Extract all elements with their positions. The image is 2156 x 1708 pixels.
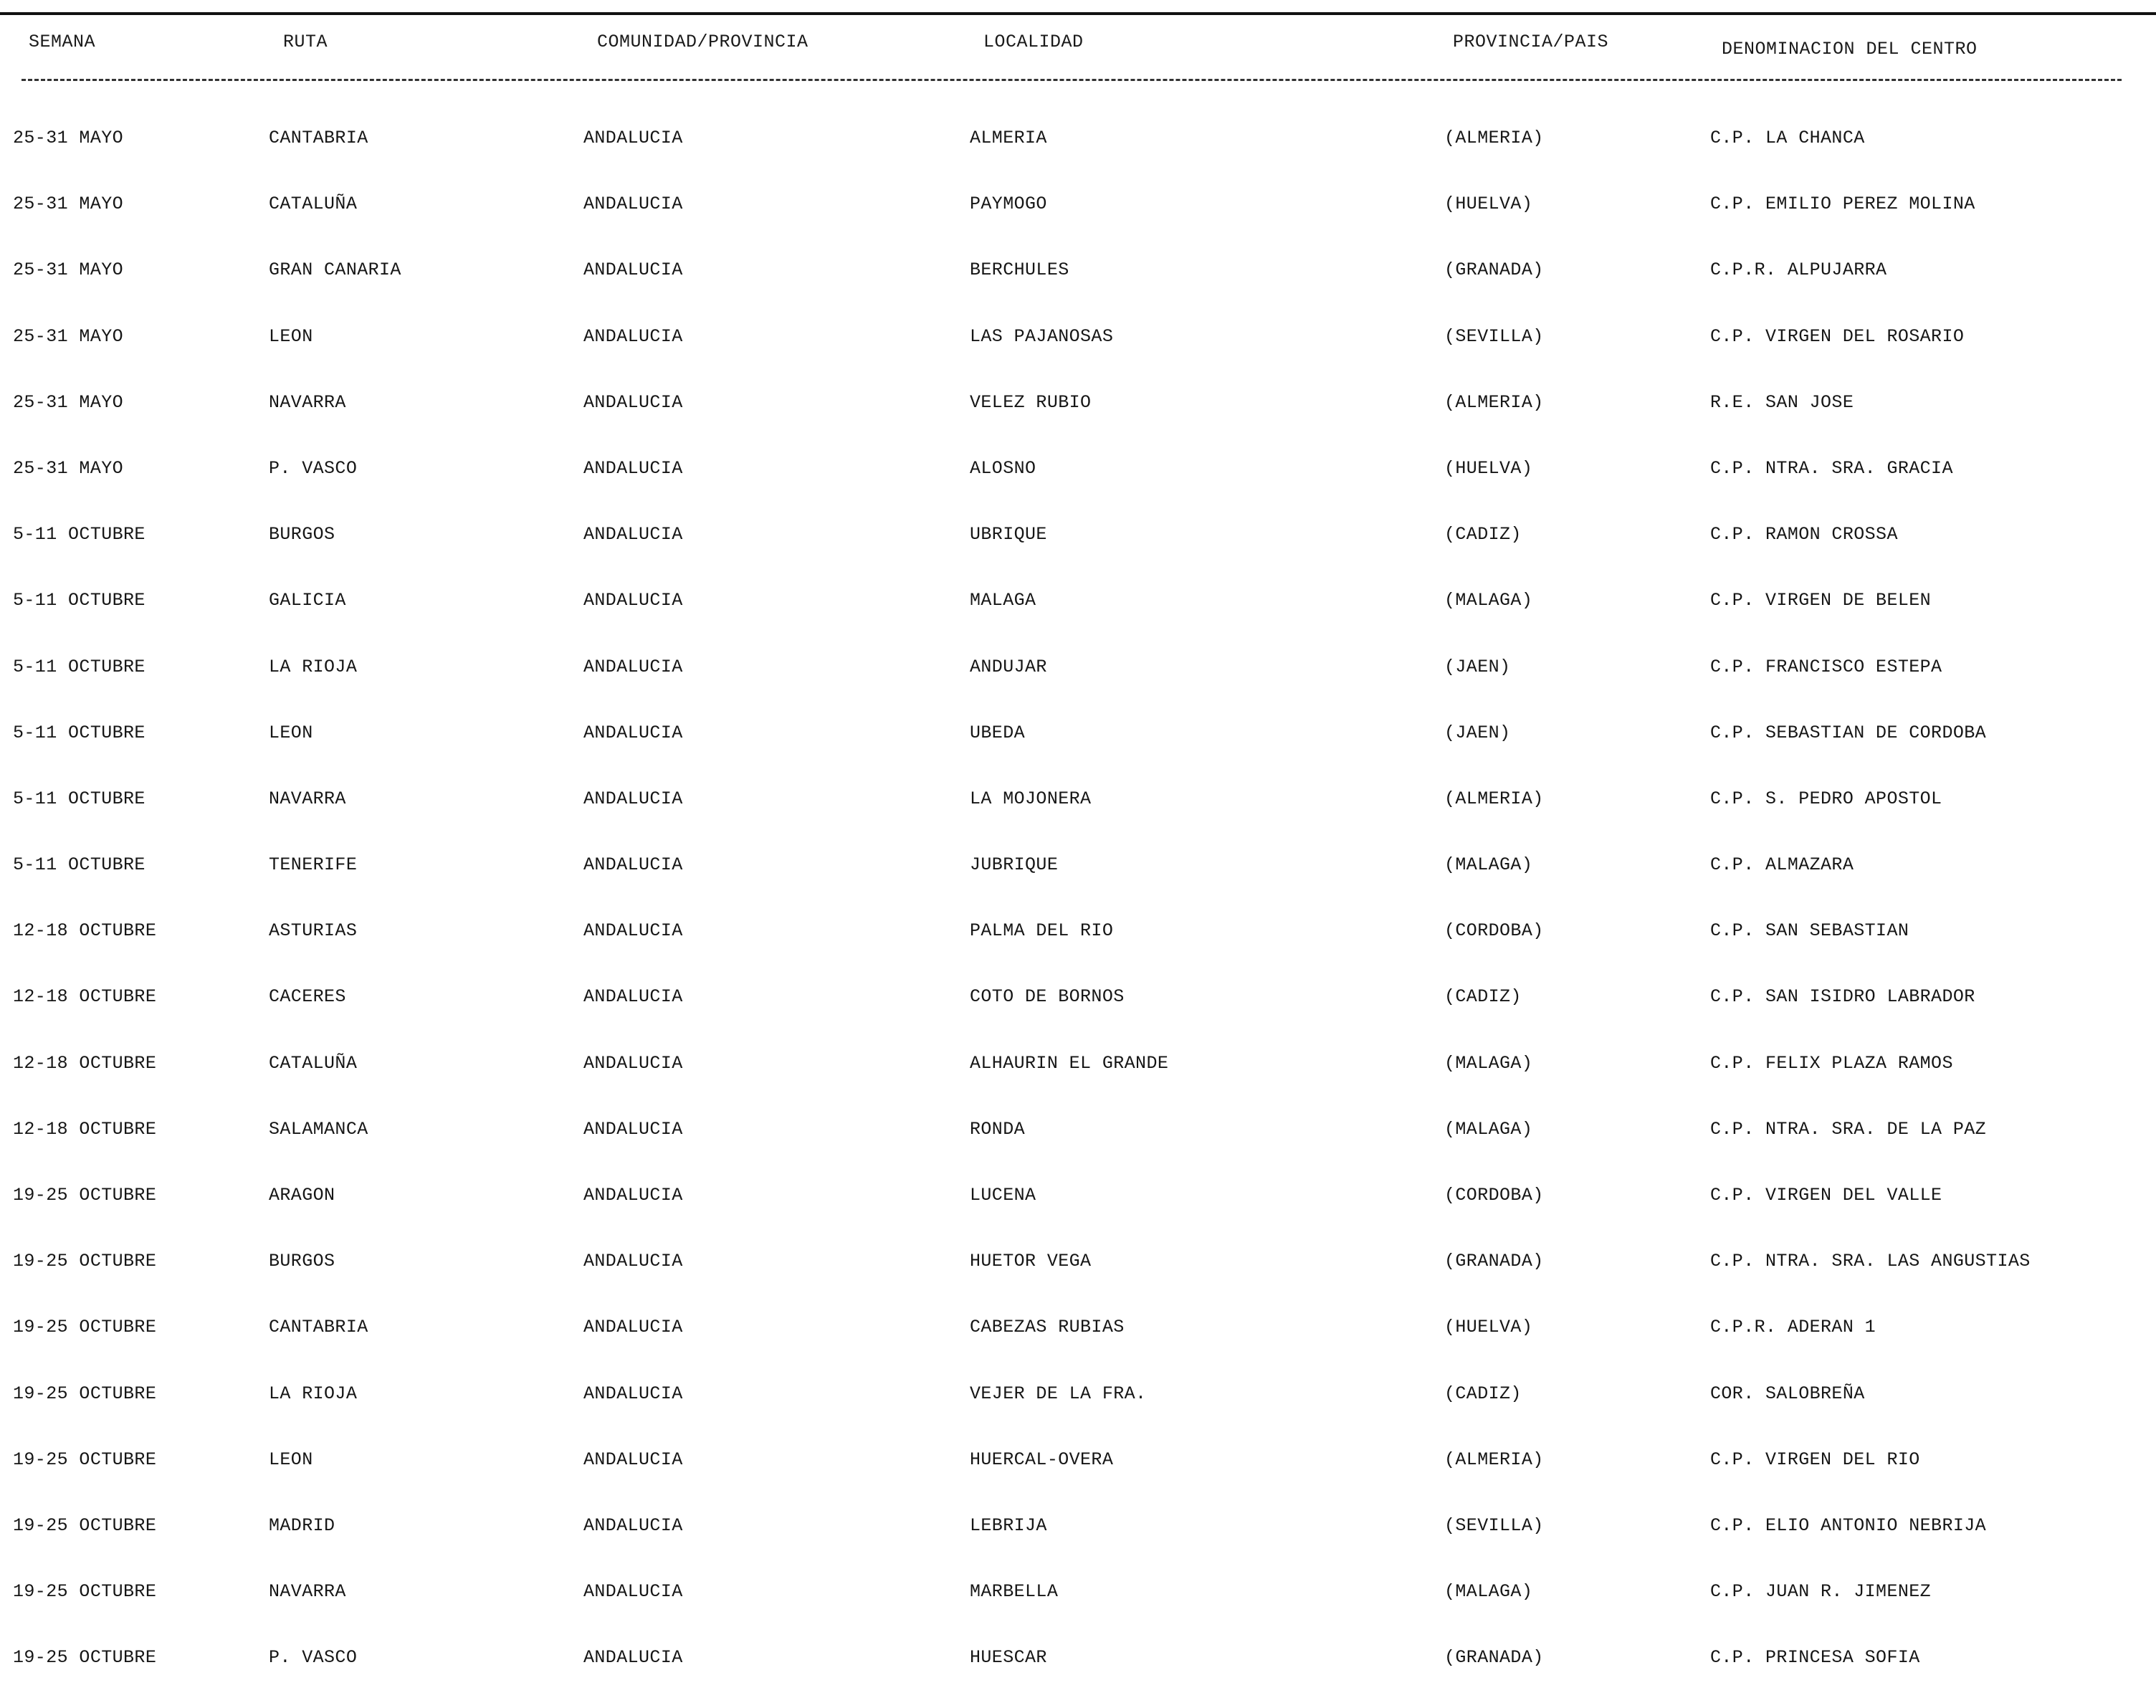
cell-provincia: (HUELVA) xyxy=(1444,457,1533,479)
header-localidad: LOCALIDAD xyxy=(983,32,1084,52)
cell-centro: C.P. SAN ISIDRO LABRADOR xyxy=(1710,986,1975,1008)
cell-localidad: UBEDA xyxy=(970,722,1026,743)
cell-localidad: COTO DE BORNOS xyxy=(970,986,1125,1008)
cell-centro: C.P.R. ADERAN 1 xyxy=(1710,1317,1876,1338)
cell-comunidad: ANDALUCIA xyxy=(583,391,683,413)
header-ruta: RUTA xyxy=(283,32,328,52)
cell-comunidad: ANDALUCIA xyxy=(583,1514,683,1536)
cell-centro: C.P. VIRGEN DEL VALLE xyxy=(1710,1185,1942,1206)
cell-comunidad: ANDALUCIA xyxy=(583,656,683,677)
cell-semana: 12-18 OCTUBRE xyxy=(13,1118,157,1140)
cell-centro: C.P. EMILIO PEREZ MOLINA xyxy=(1710,194,1975,215)
cell-semana: 19-25 OCTUBRE xyxy=(13,1581,157,1603)
table-row xyxy=(0,915,2156,981)
cell-centro: C.P. ALMAZARA xyxy=(1710,854,1854,876)
table-row xyxy=(0,717,2156,783)
table-row xyxy=(0,1641,2156,1707)
cell-localidad: PAYMOGO xyxy=(970,194,1047,215)
cell-ruta: GRAN CANARIA xyxy=(269,259,401,281)
cell-ruta: NAVARRA xyxy=(269,788,346,809)
cell-ruta: CATALUÑA xyxy=(269,194,358,215)
cell-centro: C.P. LA CHANCA xyxy=(1710,128,1865,148)
cell-localidad: LEBRIJA xyxy=(970,1514,1047,1536)
cell-provincia: (CORDOBA) xyxy=(1444,920,1544,942)
cell-semana: 5-11 OCTUBRE xyxy=(13,590,146,611)
cell-semana: 5-11 OCTUBRE xyxy=(13,524,146,545)
cell-centro: C.P. VIRGEN DE BELEN xyxy=(1710,590,1932,611)
cell-provincia: (ALMERIA) xyxy=(1444,1449,1544,1470)
cell-centro: C.P. FELIX PLAZA RAMOS xyxy=(1710,1052,1953,1074)
table-row xyxy=(0,452,2156,518)
cell-ruta: LA RIOJA xyxy=(269,656,358,677)
table-row xyxy=(0,783,2156,849)
cell-semana: 19-25 OCTUBRE xyxy=(13,1514,157,1536)
table-row xyxy=(0,1378,2156,1444)
cell-comunidad: ANDALUCIA xyxy=(583,524,683,545)
cell-semana: 5-11 OCTUBRE xyxy=(13,656,146,677)
header-provincia-pais: PROVINCIA/PAIS xyxy=(1453,32,1609,52)
cell-provincia: (CORDOBA) xyxy=(1444,1185,1544,1206)
cell-localidad: ALHAURIN EL GRANDE xyxy=(970,1052,1169,1074)
cell-comunidad: ANDALUCIA xyxy=(583,325,683,347)
cell-centro: C.P. PRINCESA SOFIA xyxy=(1710,1647,1920,1669)
cell-comunidad: ANDALUCIA xyxy=(583,854,683,876)
cell-comunidad: ANDALUCIA xyxy=(583,1251,683,1272)
cell-ruta: LEON xyxy=(269,325,313,347)
cell-centro: C.P. FRANCISCO ESTEPA xyxy=(1710,656,1942,677)
cell-ruta: NAVARRA xyxy=(269,391,346,413)
header-divider xyxy=(22,79,2122,81)
cell-semana: 25-31 MAYO xyxy=(13,391,124,413)
cell-ruta: ARAGON xyxy=(269,1185,335,1206)
cell-semana: 19-25 OCTUBRE xyxy=(13,1383,157,1404)
cell-localidad: VEJER DE LA FRA. xyxy=(970,1383,1147,1404)
cell-provincia: (ALMERIA) xyxy=(1444,128,1544,148)
cell-ruta: BURGOS xyxy=(269,524,335,545)
table-body xyxy=(0,122,2156,1708)
cell-localidad: HUETOR VEGA xyxy=(970,1251,1092,1272)
table-row xyxy=(0,1575,2156,1641)
cell-ruta: LA RIOJA xyxy=(269,1383,358,1404)
header-denominacion: DENOMINACION DEL CENTRO xyxy=(1722,39,1978,59)
table-row xyxy=(0,1179,2156,1245)
cell-centro: C.P. VIRGEN DEL RIO xyxy=(1710,1449,1920,1470)
cell-provincia: (GRANADA) xyxy=(1444,259,1544,281)
cell-ruta: P. VASCO xyxy=(269,457,358,479)
header-comunidad: COMUNIDAD/PROVINCIA xyxy=(597,32,808,52)
cell-ruta: CANTABRIA xyxy=(269,1317,368,1338)
cell-provincia: (ALMERIA) xyxy=(1444,391,1544,413)
cell-provincia: (ALMERIA) xyxy=(1444,788,1544,809)
cell-comunidad: ANDALUCIA xyxy=(583,1449,683,1470)
cell-centro: C.P. SAN SEBASTIAN xyxy=(1710,920,1909,942)
cell-semana: 19-25 OCTUBRE xyxy=(13,1317,157,1338)
cell-centro: C.P. VIRGEN DEL ROSARIO xyxy=(1710,325,1965,347)
cell-comunidad: ANDALUCIA xyxy=(583,1118,683,1140)
table-row xyxy=(0,386,2156,452)
table-row xyxy=(0,1444,2156,1509)
cell-ruta: GALICIA xyxy=(269,590,346,611)
cell-semana: 12-18 OCTUBRE xyxy=(13,920,157,942)
table-row xyxy=(0,1509,2156,1575)
cell-comunidad: ANDALUCIA xyxy=(583,259,683,281)
cell-centro: C.P. NTRA. SRA. LAS ANGUSTIAS xyxy=(1710,1251,2031,1272)
cell-centro: C.P. ELIO ANTONIO NEBRIJA xyxy=(1710,1514,1987,1536)
table-header xyxy=(0,32,2156,60)
cell-localidad: VELEZ RUBIO xyxy=(970,391,1092,413)
table-row xyxy=(0,320,2156,386)
table-row xyxy=(0,122,2156,188)
cell-localidad: MALAGA xyxy=(970,590,1036,611)
cell-centro: C.P. RAMON CROSSA xyxy=(1710,524,1898,545)
cell-ruta: CATALUÑA xyxy=(269,1052,358,1074)
cell-semana: 12-18 OCTUBRE xyxy=(13,986,157,1008)
cell-comunidad: ANDALUCIA xyxy=(583,1185,683,1206)
cell-ruta: BURGOS xyxy=(269,1251,335,1272)
cell-localidad: ALMERIA xyxy=(970,128,1047,148)
table-row xyxy=(0,1245,2156,1311)
cell-localidad: JUBRIQUE xyxy=(970,854,1059,876)
cell-ruta: ASTURIAS xyxy=(269,920,358,942)
cell-semana: 12-18 OCTUBRE xyxy=(13,1052,157,1074)
table-row xyxy=(0,849,2156,915)
cell-provincia: (MALAGA) xyxy=(1444,1581,1533,1603)
cell-provincia: (HUELVA) xyxy=(1444,194,1533,215)
cell-comunidad: ANDALUCIA xyxy=(583,920,683,942)
cell-provincia: (JAEN) xyxy=(1444,722,1511,743)
cell-comunidad: ANDALUCIA xyxy=(583,590,683,611)
cell-comunidad: ANDALUCIA xyxy=(583,986,683,1008)
table-row xyxy=(0,651,2156,717)
cell-provincia: (CADIZ) xyxy=(1444,1383,1522,1404)
cell-localidad: LA MOJONERA xyxy=(970,788,1092,809)
cell-ruta: TENERIFE xyxy=(269,854,358,876)
cell-semana: 25-31 MAYO xyxy=(13,325,124,347)
cell-centro: C.P. NTRA. SRA. DE LA PAZ xyxy=(1710,1118,1987,1140)
cell-semana: 25-31 MAYO xyxy=(13,194,124,215)
cell-semana: 19-25 OCTUBRE xyxy=(13,1449,157,1470)
cell-centro: C.P. S. PEDRO APOSTOL xyxy=(1710,788,1942,809)
cell-localidad: BERCHULES xyxy=(970,259,1069,281)
cell-provincia: (MALAGA) xyxy=(1444,1118,1533,1140)
cell-centro: COR. SALOBREÑA xyxy=(1710,1383,1865,1404)
cell-centro: C.P. JUAN R. JIMENEZ xyxy=(1710,1581,1932,1603)
cell-comunidad: ANDALUCIA xyxy=(583,1317,683,1338)
cell-localidad: HUESCAR xyxy=(970,1647,1047,1669)
cell-semana: 19-25 OCTUBRE xyxy=(13,1251,157,1272)
cell-provincia: (GRANADA) xyxy=(1444,1647,1544,1669)
cell-comunidad: ANDALUCIA xyxy=(583,194,683,215)
cell-semana: 5-11 OCTUBRE xyxy=(13,854,146,876)
cell-ruta: P. VASCO xyxy=(269,1647,358,1669)
table-row xyxy=(0,1047,2156,1113)
table-row xyxy=(0,584,2156,650)
cell-semana: 25-31 MAYO xyxy=(13,128,124,148)
cell-ruta: LEON xyxy=(269,1449,313,1470)
cell-provincia: (SEVILLA) xyxy=(1444,325,1544,347)
cell-localidad: LAS PAJANOSAS xyxy=(970,325,1114,347)
cell-centro: C.P. SEBASTIAN DE CORDOBA xyxy=(1710,722,1987,743)
cell-localidad: RONDA xyxy=(970,1118,1026,1140)
cell-provincia: (MALAGA) xyxy=(1444,590,1533,611)
cell-provincia: (JAEN) xyxy=(1444,656,1511,677)
cell-provincia: (GRANADA) xyxy=(1444,1251,1544,1272)
cell-provincia: (HUELVA) xyxy=(1444,1317,1533,1338)
cell-comunidad: ANDALUCIA xyxy=(583,1052,683,1074)
cell-semana: 19-25 OCTUBRE xyxy=(13,1647,157,1669)
cell-provincia: (MALAGA) xyxy=(1444,1052,1533,1074)
cell-centro: C.P.R. ALPUJARRA xyxy=(1710,259,1887,281)
cell-localidad: MARBELLA xyxy=(970,1581,1059,1603)
cell-localidad: UBRIQUE xyxy=(970,524,1047,545)
header-semana: SEMANA xyxy=(29,32,96,52)
cell-provincia: (MALAGA) xyxy=(1444,854,1533,876)
cell-ruta: SALAMANCA xyxy=(269,1118,368,1140)
cell-centro: C.P. NTRA. SRA. GRACIA xyxy=(1710,457,1953,479)
table-row xyxy=(0,518,2156,584)
cell-localidad: ANDUJAR xyxy=(970,656,1047,677)
top-rule xyxy=(0,12,2156,15)
cell-ruta: LEON xyxy=(269,722,313,743)
cell-semana: 5-11 OCTUBRE xyxy=(13,788,146,809)
cell-provincia: (CADIZ) xyxy=(1444,986,1522,1008)
cell-comunidad: ANDALUCIA xyxy=(583,128,683,148)
cell-semana: 25-31 MAYO xyxy=(13,259,124,281)
cell-localidad: LUCENA xyxy=(970,1185,1036,1206)
cell-provincia: (SEVILLA) xyxy=(1444,1514,1544,1536)
cell-comunidad: ANDALUCIA xyxy=(583,788,683,809)
cell-comunidad: ANDALUCIA xyxy=(583,1581,683,1603)
table-row xyxy=(0,188,2156,254)
cell-localidad: PALMA DEL RIO xyxy=(970,920,1114,942)
table-row xyxy=(0,981,2156,1046)
cell-semana: 25-31 MAYO xyxy=(13,457,124,479)
cell-ruta: MADRID xyxy=(269,1514,335,1536)
cell-centro: R.E. SAN JOSE xyxy=(1710,391,1854,413)
cell-localidad: HUERCAL-OVERA xyxy=(970,1449,1114,1470)
cell-localidad: ALOSNO xyxy=(970,457,1036,479)
cell-semana: 5-11 OCTUBRE xyxy=(13,722,146,743)
table-row xyxy=(0,1113,2156,1179)
cell-localidad: CABEZAS RUBIAS xyxy=(970,1317,1125,1338)
cell-ruta: NAVARRA xyxy=(269,1581,346,1603)
table-row xyxy=(0,1311,2156,1377)
cell-comunidad: ANDALUCIA xyxy=(583,1647,683,1669)
cell-ruta: CANTABRIA xyxy=(269,128,368,148)
table-row xyxy=(0,254,2156,320)
cell-ruta: CACERES xyxy=(269,986,346,1008)
cell-comunidad: ANDALUCIA xyxy=(583,1383,683,1404)
cell-semana: 19-25 OCTUBRE xyxy=(13,1185,157,1206)
cell-comunidad: ANDALUCIA xyxy=(583,722,683,743)
cell-comunidad: ANDALUCIA xyxy=(583,457,683,479)
cell-provincia: (CADIZ) xyxy=(1444,524,1522,545)
